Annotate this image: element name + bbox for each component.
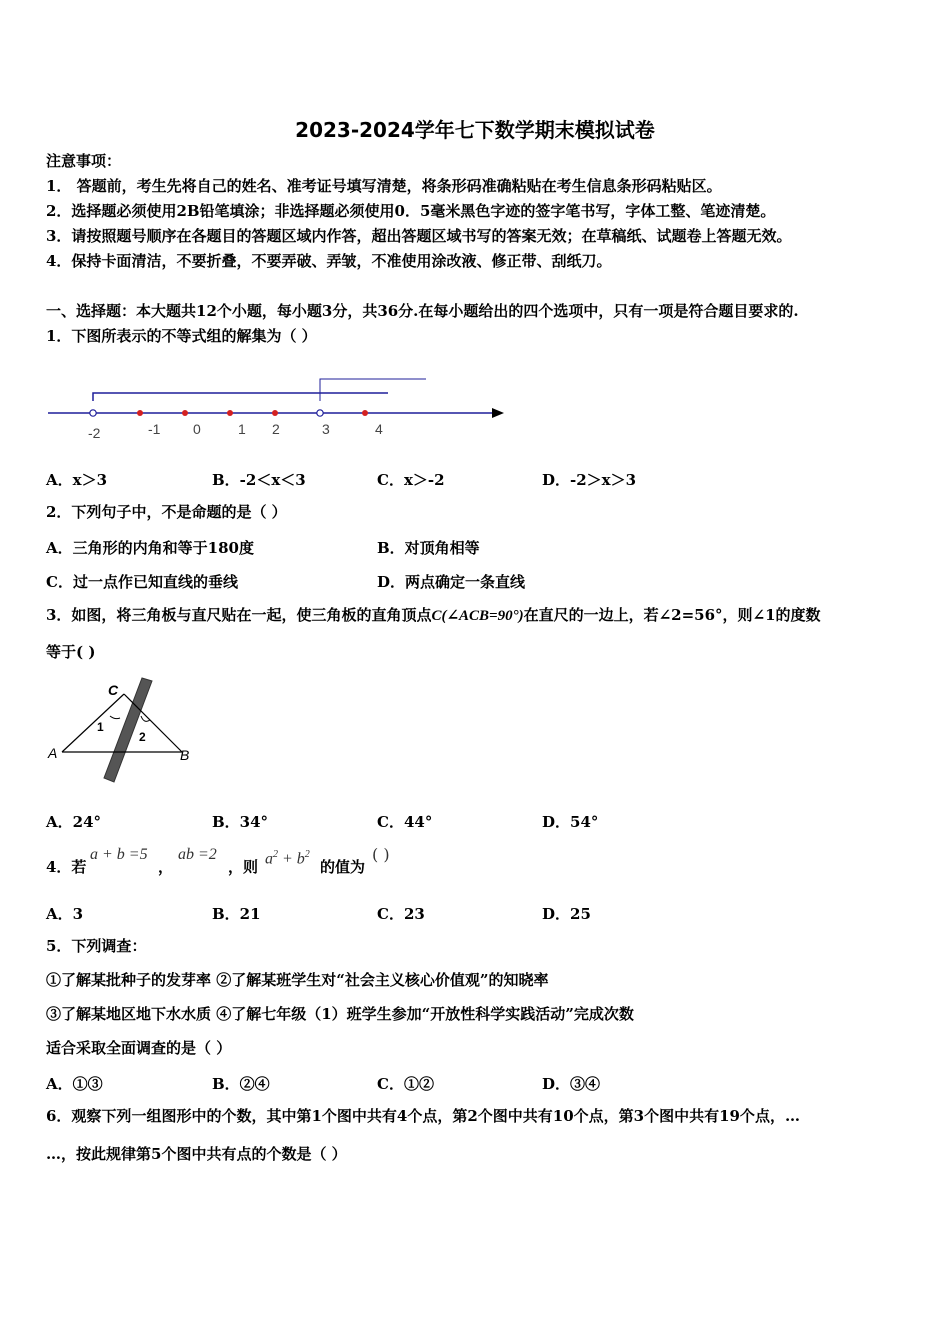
question-3-stem (46, 606, 821, 625)
notice-item: 4．保持卡面清洁，不要折叠，不要弄破、弄皱，不准使用涂改液、修正带、刮纸刀。 (46, 252, 612, 270)
q5-option-c[interactable]: C．①② (377, 1075, 434, 1093)
question-5-stem: 5．下列调查： (46, 937, 147, 955)
q2-option-a[interactable]: A．三角形的内角和等于180度 (46, 539, 254, 557)
q4-var-a: a (265, 850, 273, 868)
tick-label: 4 (375, 421, 383, 437)
q5-option-d[interactable]: D．③④ (542, 1075, 601, 1093)
tick-label: 2 (272, 421, 280, 437)
q1-option-b[interactable]: B．-2＜x＜3 (212, 471, 306, 489)
q1-option-a[interactable]: A．x＞3 (46, 471, 108, 489)
vertex-label-c: C (108, 682, 119, 698)
tick-point (182, 410, 188, 416)
q5-option-a[interactable]: A．①③ (46, 1075, 103, 1093)
q4-expr-sum: a + b =5 (90, 846, 148, 863)
tick-label: -2 (88, 425, 101, 441)
notice-item: 3．请按照题号顺序在各题目的答题区域内作答，超出答题区域书写的答案无效；在草稿纸、试题卷上答题无效。 (46, 227, 792, 245)
q3-stem-part: 在直尺的一边上，若∠2=56°，则∠1的度数 (523, 606, 821, 624)
q4-option-c[interactable]: C．23 (377, 905, 425, 923)
q4-prefix: 4．若 (46, 858, 87, 876)
q4-option-d[interactable]: D．25 (542, 905, 591, 923)
triangle-side-ac (62, 694, 124, 752)
q3-option-b[interactable]: B．34° (212, 813, 269, 831)
tick-label: 3 (322, 421, 330, 437)
solution-bracket-lower (93, 393, 388, 401)
vertex-label-a: A (48, 745, 58, 761)
tick-label: 0 (193, 421, 201, 437)
q4-exponent: 2 (304, 849, 310, 860)
question-6-stem: 6．观察下列一组图形中的个数，其中第1个图中共有4个点，第2个图中共有10个点，第3个图中共有19个点，… (46, 1107, 800, 1125)
open-point-minus2 (90, 410, 96, 416)
vertex-label-b: B (180, 747, 190, 763)
q5-option-b[interactable]: B．②④ (212, 1075, 270, 1093)
q4-option-a[interactable]: A．3 (46, 905, 84, 923)
q5-survey-line: ①了解某批种子的发芽率 ②了解某班学生对“社会主义核心价值观”的知晓率 (46, 971, 549, 989)
q4-expr-product: ab =2 (178, 846, 217, 863)
open-point-3 (317, 410, 323, 416)
q3-stem-part: 3．如图，将三角板与直尺贴在一起，使三角板的直角顶点 (46, 606, 432, 624)
q4-exponent: 2 (273, 849, 278, 860)
q1-option-c[interactable]: C．x＞-2 (377, 471, 445, 489)
question-2-stem: 2．下列句子中，不是命题的是（ ） (46, 503, 287, 521)
section-heading: 一、选择题：本大题共12个小题，每小题3分，共36分.在每小题给出的四个选项中，只有一项是符合题目要求的. (46, 302, 799, 320)
solution-bracket-upper (320, 379, 426, 401)
notice-item: 1． 答题前，考生先将自己的姓名、准考证号填写清楚，将条形码准确粘贴在考生信息条形码粘贴区。 (46, 177, 722, 195)
q5-survey-line: ③了解某地区地下水水质 ④了解七年级（1）班学生参加“开放性科学实践活动”完成次数 (46, 1005, 634, 1023)
angle-1-arc (110, 716, 120, 719)
q3-stem-math: C(∠ACB=90°) (431, 608, 524, 624)
tick-point (227, 410, 233, 416)
q2-option-c[interactable]: C．过一点作已知直线的垂线 (46, 573, 238, 591)
q4-expr-squares (265, 846, 310, 868)
tick-label: 1 (238, 421, 246, 437)
tick-label: -1 (148, 421, 161, 437)
q2-option-b[interactable]: B．对顶角相等 (377, 539, 480, 557)
q4-sep: ，则 (228, 858, 259, 876)
number-line-figure (0, 360, 520, 450)
q4-suffix: 的值为 (320, 858, 366, 876)
q2-option-d[interactable]: D．两点确定一条直线 (377, 573, 526, 591)
q4-paren: ( ) (372, 845, 390, 864)
axis-arrow-icon (492, 408, 504, 418)
q3-option-c[interactable]: C．44° (377, 813, 433, 831)
q1-option-d[interactable]: D．-2＞x＞3 (542, 471, 637, 489)
q3-option-a[interactable]: A．24° (46, 813, 102, 831)
triangle-ruler-figure (40, 672, 210, 792)
notice-item: 2．选择题必须使用2B铅笔填涂；非选择题必须使用0．5毫米黑色字迹的签字笔书写，字体工整、笔迹清楚。 (46, 202, 776, 220)
q3-option-d[interactable]: D．54° (542, 813, 599, 831)
question-3-stem-cont: 等于( ) (46, 643, 96, 661)
question-6-stem-cont: …，按此规律第5个图中共有点的个数是（ ） (46, 1145, 347, 1163)
question-1-stem: 1．下图所表示的不等式组的解集为（ ） (46, 327, 317, 345)
q5-question-line: 适合采取全面调查的是（ ） (46, 1039, 232, 1057)
tick-point (362, 410, 368, 416)
tick-point (272, 410, 278, 416)
notice-heading: 注意事项： (46, 152, 122, 170)
angle-label-2: 2 (139, 730, 146, 744)
tick-point (137, 410, 143, 416)
angle-label-1: 1 (97, 720, 104, 734)
page-title: 2023-2024学年七下数学期末模拟试卷 (295, 118, 655, 142)
q4-option-b[interactable]: B．21 (212, 905, 261, 923)
q4-plus-b: + b (278, 850, 305, 868)
q4-sep: ， (158, 858, 174, 876)
